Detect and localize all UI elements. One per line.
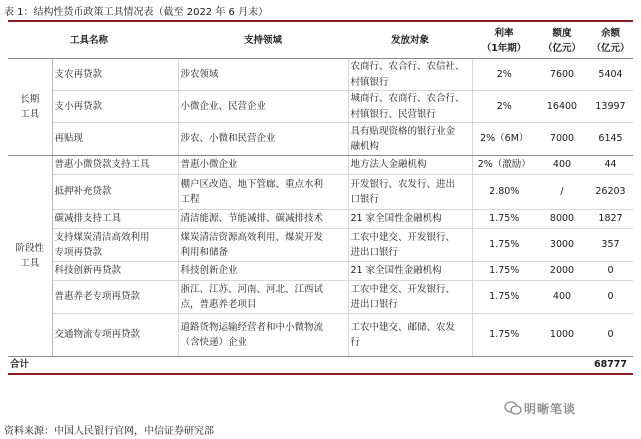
table-row [8,314,633,357]
cell-name: 普惠养老专项再贷款 [52,281,178,314]
policy-tools-table [8,24,633,375]
cell-quota: 400 [536,281,588,314]
cell-target: 农商行、农合行、农信社、 村镇银行 [348,59,472,91]
cell-rate: 1.75% [472,281,536,314]
group-long-term: 长期 工具 [8,59,52,156]
cell-quota: / [536,175,588,210]
total-row [8,357,633,375]
cell-target: 城商行、农商行、农合行、 村镇银行、民营银行 [348,91,472,123]
header-name: 工具名称 [52,24,178,59]
table-row [8,59,633,91]
cell-balance: 5404 [588,59,633,91]
cell-rate: 1.75% [472,229,536,262]
source-note: 资料来源：中国人民银行官网，中信证券研究部 [4,426,214,437]
cell-field: 浙江、江苏、河南、河北、江西试 点，普惠养老项目 [178,281,348,314]
cell-rate: 2%（6M） [472,123,536,156]
cell-quota: 8000 [536,210,588,229]
cell-target: 工农中建交、开发银行、 进出口银行 [348,281,472,314]
cell-name: 支持煤炭清洁高效利用 专项再贷款 [52,229,178,262]
group-stage: 阶段性 工具 [8,156,52,357]
cell-balance: 0 [588,281,633,314]
cell-target: 工农中建交、开发银行、 进出口银行 [348,229,472,262]
table-row [8,91,633,123]
header-target: 发放对象 [348,24,472,59]
cell-target: 工农中建交、邮储、农发 行 [348,314,472,357]
cell-rate: 2%（激励） [472,156,536,175]
table-row [8,281,633,314]
cell-rate: 1.75% [472,262,536,281]
cell-target: 地方法人金融机构 [348,156,472,175]
cell-field: 煤炭清洁资源高效利用、煤炭开发 利用和储备 [178,229,348,262]
cell-rate: 2% [472,91,536,123]
table-row [8,175,633,210]
header-quota: 额度 （亿元） [536,24,588,59]
header-blank [8,24,52,59]
cell-name: 支农再贷款 [52,59,178,91]
cell-rate: 2% [472,59,536,91]
table-row [8,262,633,281]
header-balance: 余额 （亿元） [588,24,633,59]
watermark: 明晰笔谈 [524,402,577,416]
cell-balance: 6145 [588,123,633,156]
cell-balance: 357 [588,229,633,262]
cell-balance: 26203 [588,175,633,210]
cell-balance: 13997 [588,91,633,123]
top-rule [8,20,633,22]
total-value: 68777 [588,357,633,375]
table-row [8,229,633,262]
cell-balance: 0 [588,262,633,281]
header-rate: 利率 （1年期） [472,24,536,59]
cell-name: 交通物流专项再贷款 [52,314,178,357]
cell-field: 涉农领域 [178,59,348,91]
cell-name: 科技创新再贷款 [52,262,178,281]
cell-name: 碳减排支持工具 [52,210,178,229]
cell-rate: 2.80% [472,175,536,210]
wechat-icon [504,400,522,416]
cell-target: 开发银行、农发行、进出 口银行 [348,175,472,210]
cell-name: 支小再贷款 [52,91,178,123]
cell-balance: 44 [588,156,633,175]
table-caption: 表 1：结构性货币政策工具情况表（截至 2022 年 6 月末） [4,7,269,18]
cell-quota: 7000 [536,123,588,156]
table-row [8,123,633,156]
cell-target: 21 家全国性金融机构 [348,262,472,281]
cell-field: 涉农、小微和民营企业 [178,123,348,156]
cell-quota: 3000 [536,229,588,262]
cell-rate: 1.75% [472,314,536,357]
cell-quota: 7600 [536,59,588,91]
cell-quota: 16400 [536,91,588,123]
table-row [8,210,633,229]
cell-rate: 1.75% [472,210,536,229]
cell-target: 具有贴现资格的银行业金 融机构 [348,123,472,156]
cell-field: 科技创新企业 [178,262,348,281]
cell-name: 普惠小微贷款支持工具 [52,156,178,175]
cell-field: 道路货物运输经营者和中小微物流 （含快递）企业 [178,314,348,357]
table-row [8,156,633,175]
cell-quota: 400 [536,156,588,175]
header-field: 支持领域 [178,24,348,59]
header-row [8,24,633,59]
cell-balance: 1827 [588,210,633,229]
cell-quota: 1000 [536,314,588,357]
cell-field: 普惠小微企业 [178,156,348,175]
cell-field: 棚户区改造、地下管廊、重点水利 工程 [178,175,348,210]
table-body [8,59,633,357]
cell-quota: 2000 [536,262,588,281]
cell-field: 小微企业、民营企业 [178,91,348,123]
cell-field: 清洁能源、节能减排、碳减排技术 [178,210,348,229]
total-label: 合计 [8,357,588,375]
cell-name: 抵押补充贷款 [52,175,178,210]
cell-target: 21 家全国性金融机构 [348,210,472,229]
cell-balance: 0 [588,314,633,357]
cell-name: 再贴现 [52,123,178,156]
